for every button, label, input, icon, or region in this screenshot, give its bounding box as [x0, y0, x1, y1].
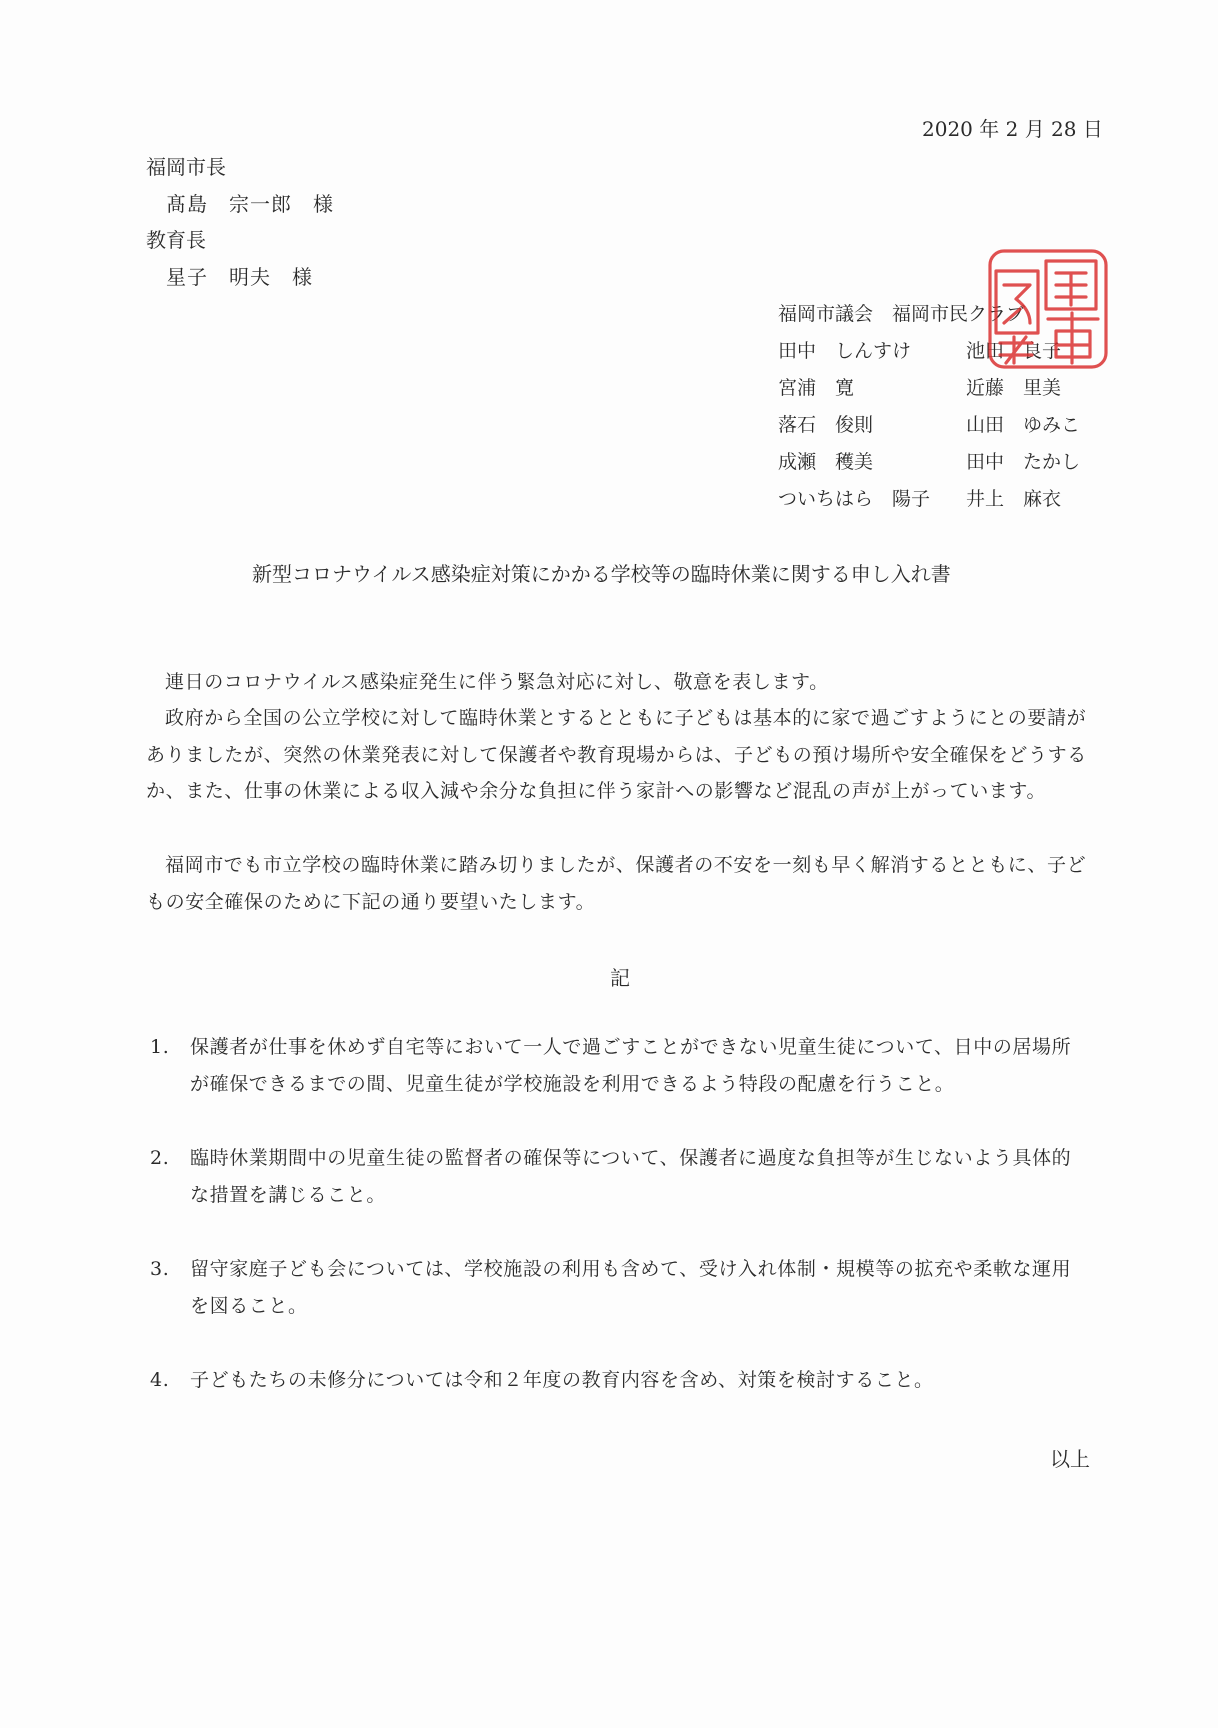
item-number: 3.: [150, 1258, 170, 1280]
member-name: 田中 たかし: [966, 451, 1081, 473]
notes-heading: 記: [610, 966, 630, 990]
recipient-2-name: 星子 明夫 様: [166, 265, 313, 289]
member-name: 池田 良子: [966, 340, 1062, 362]
body-paragraph: 連日のコロナウイルス感染症発生に伴う緊急対応に対し、敬意を表します。: [165, 671, 829, 693]
item-text: 子どもたちの未修分については令和２年度の教育内容を含め、対策を検討すること。: [190, 1369, 934, 1391]
member-name: 近藤 里美: [966, 377, 1062, 399]
recipient-1-name: 髙島 宗一郎 様: [166, 192, 334, 216]
recipient-2-title: 教育長: [146, 228, 206, 252]
body-paragraph: 政府から全国の公立学校に対して臨時休業とするとともに子どもは基本的に家で過ごすようにとの要請がありましたが、突然の休業発表に対して保護者や教育現場からは、子どもの預け場所や安全確保をどうするか、また、仕事の休業による収入減や余分な負担に伴う家計への影響など混乱の声が上がっています。: [146, 707, 1087, 802]
request-item: [150, 1029, 1090, 1103]
member-name: ついちはら 陽子: [778, 488, 931, 510]
member-name: 井上 麻衣: [966, 488, 1062, 510]
recipient-1-title: 福岡市長: [146, 155, 226, 179]
closing-remark: 以上: [1050, 1447, 1090, 1471]
member-name: 田中 しんすけ: [778, 340, 912, 362]
member-name: 山田 ゆみこ: [966, 414, 1081, 436]
request-item: [150, 1362, 1090, 1399]
item-text: 保護者が仕事を休めず自宅等において一人で過ごすことができない児童生徒について、日中の居場所が確保できるまでの間、児童生徒が学校施設を利用できるよう特段の配慮を行うこと。: [190, 1036, 1072, 1095]
party-seal-stamp: [986, 247, 1110, 371]
sender-council: 福岡市議会 福岡市民クラブ: [778, 303, 1026, 325]
item-number: 2.: [150, 1147, 170, 1169]
item-text: 留守家庭子ども会については、学校施設の利用も含めて、受け入れ体制・規模等の拡充や柔軟な運用を図ること。: [190, 1258, 1072, 1317]
document-date: 2020 年 2 月 28 日: [922, 117, 1103, 141]
request-item: [150, 1251, 1090, 1325]
letter-subject: 新型コロナウイルス感染症対策にかかる学校等の臨時休業に関する申し入れ書: [252, 562, 951, 586]
request-item: [150, 1140, 1090, 1214]
member-name: 落石 俊則: [778, 414, 874, 436]
item-number: 1.: [150, 1036, 170, 1058]
body-paragraph: 福岡市でも市立学校の臨時休業に踏み切りましたが、保護者の不安を一刻も早く解消するとともに、子どもの安全確保のために下記の通り要望いたします。: [146, 854, 1087, 913]
member-name: 成瀬 穫美: [778, 451, 874, 473]
item-number: 4.: [150, 1369, 170, 1391]
item-text: 臨時休業期間中の児童生徒の監督者の確保等について、保護者に過度な負担等が生じないよう具体的な措置を講じること。: [190, 1147, 1072, 1206]
member-name: 宮浦 寛: [778, 377, 855, 399]
